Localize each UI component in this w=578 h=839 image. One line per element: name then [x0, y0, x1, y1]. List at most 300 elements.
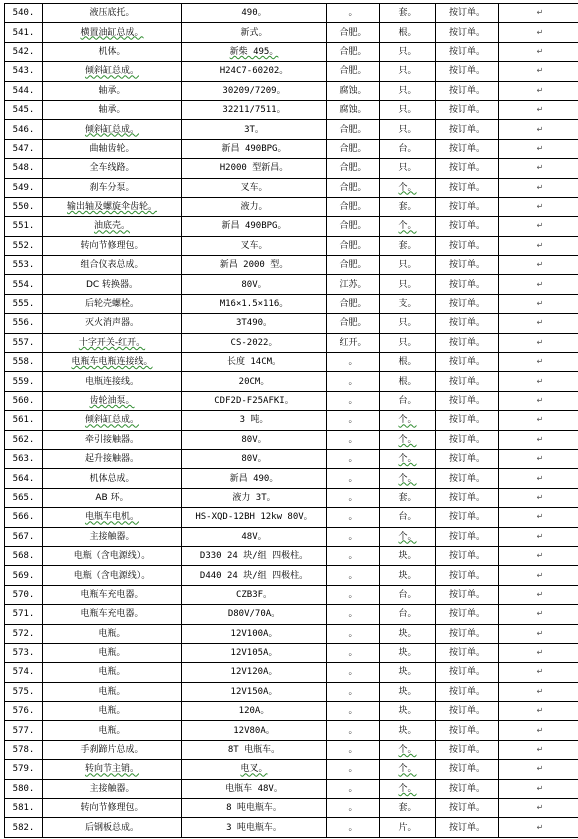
part-unit: 台。: [380, 605, 436, 624]
part-origin: 。: [327, 643, 380, 662]
part-name: 电瓶。: [43, 643, 182, 662]
part-spec: 12V120A。: [182, 663, 327, 682]
table-row: [5, 702, 578, 721]
part-name: 电瓶连接线。: [43, 372, 182, 391]
row-end-mark: ↵: [499, 818, 578, 837]
row-end-mark: ↵: [499, 314, 578, 333]
row-number: 572.: [5, 624, 43, 643]
part-origin: 。: [327, 605, 380, 624]
part-price: 按订单。: [436, 469, 499, 488]
part-price: 按订单。: [436, 256, 499, 275]
part-price: 按订单。: [436, 353, 499, 372]
part-unit: 块。: [380, 721, 436, 740]
row-end-mark: ↵: [499, 721, 578, 740]
row-number: 546.: [5, 120, 43, 139]
part-unit: 只。: [380, 120, 436, 139]
part-origin: 合肥。: [327, 139, 380, 158]
row-number: 543.: [5, 62, 43, 81]
part-unit: 根。: [380, 23, 436, 42]
part-spec: D440 24 块/组 四极柱。: [182, 566, 327, 585]
part-price: 按订单。: [436, 294, 499, 313]
row-number: 554.: [5, 275, 43, 294]
part-origin: 合肥。: [327, 159, 380, 178]
row-number: 581.: [5, 799, 43, 818]
part-name: 电瓶。: [43, 721, 182, 740]
part-price: 按订单。: [436, 546, 499, 565]
table-row: [5, 391, 578, 410]
row-end-mark: ↵: [499, 42, 578, 61]
part-spec: D330 24 块/组 四极柱。: [182, 546, 327, 565]
part-name: 十字开关-红开。: [43, 333, 182, 352]
part-name: 齿轮油泵。: [43, 391, 182, 410]
part-origin: 江苏。: [327, 275, 380, 294]
part-unit: 套。: [380, 488, 436, 507]
table-row: [5, 81, 578, 100]
part-origin: 。: [327, 546, 380, 565]
row-end-mark: ↵: [499, 799, 578, 818]
row-end-mark: ↵: [499, 139, 578, 158]
part-name: 电瓶。: [43, 624, 182, 643]
part-origin: 。: [327, 721, 380, 740]
parts-table-body: [5, 4, 578, 838]
part-unit: 个。: [380, 760, 436, 779]
table-row: [5, 236, 578, 255]
row-number: 559.: [5, 372, 43, 391]
part-origin: 腐蚀。: [327, 100, 380, 119]
part-name: 牵引接触器。: [43, 430, 182, 449]
row-number: 564.: [5, 469, 43, 488]
part-name: 转向节修理包。: [43, 236, 182, 255]
part-origin: 合肥。: [327, 120, 380, 139]
row-number: 575.: [5, 682, 43, 701]
part-spec: 12V80A。: [182, 721, 327, 740]
part-unit: 只。: [380, 100, 436, 119]
part-price: 按订单。: [436, 139, 499, 158]
part-origin: 合肥。: [327, 23, 380, 42]
part-origin: 。: [327, 799, 380, 818]
part-name: 倾斜缸总成。: [43, 120, 182, 139]
row-end-mark: ↵: [499, 682, 578, 701]
table-row: [5, 527, 578, 546]
part-unit: 根。: [380, 372, 436, 391]
part-price: 按订单。: [436, 624, 499, 643]
row-end-mark: ↵: [499, 740, 578, 759]
table-row: [5, 197, 578, 216]
row-end-mark: ↵: [499, 100, 578, 119]
part-spec: CZB3F。: [182, 585, 327, 604]
row-end-mark: ↵: [499, 159, 578, 178]
row-number: 548.: [5, 159, 43, 178]
part-unit: 个。: [380, 449, 436, 468]
part-unit: 台。: [380, 508, 436, 527]
row-end-mark: ↵: [499, 236, 578, 255]
row-number: 542.: [5, 42, 43, 61]
row-number: 578.: [5, 740, 43, 759]
part-unit: 根。: [380, 353, 436, 372]
part-name: 后钢板总成。: [43, 818, 182, 837]
row-end-mark: ↵: [499, 256, 578, 275]
row-number: 573.: [5, 643, 43, 662]
row-number: 571.: [5, 605, 43, 624]
part-origin: 。: [327, 663, 380, 682]
part-origin: 合肥。: [327, 256, 380, 275]
row-end-mark: ↵: [499, 4, 578, 23]
part-unit: 个。: [380, 217, 436, 236]
part-name: 刹车分泵。: [43, 178, 182, 197]
part-price: 按订单。: [436, 372, 499, 391]
part-unit: 个。: [380, 740, 436, 759]
part-price: 按订单。: [436, 605, 499, 624]
row-number: 545.: [5, 100, 43, 119]
part-spec: 叉车。: [182, 178, 327, 197]
part-price: 按订单。: [436, 159, 499, 178]
table-row: [5, 546, 578, 565]
part-spec: 叉车。: [182, 236, 327, 255]
part-name: 电瓶（含电源线）。: [43, 566, 182, 585]
part-price: 按订单。: [436, 508, 499, 527]
row-end-mark: ↵: [499, 643, 578, 662]
part-origin: 。: [327, 818, 380, 837]
part-price: 按订单。: [436, 779, 499, 798]
row-end-mark: ↵: [499, 546, 578, 565]
table-row: [5, 605, 578, 624]
row-number: 558.: [5, 353, 43, 372]
row-number: 551.: [5, 217, 43, 236]
part-spec: 电瓶车 48V。: [182, 779, 327, 798]
part-price: 按订单。: [436, 585, 499, 604]
part-spec: 长度 14CM。: [182, 353, 327, 372]
row-end-mark: ↵: [499, 294, 578, 313]
part-name: 主接触器。: [43, 527, 182, 546]
table-row: [5, 449, 578, 468]
part-origin: 合肥。: [327, 217, 380, 236]
table-row: [5, 4, 578, 23]
row-end-mark: ↵: [499, 333, 578, 352]
part-spec: 20CM。: [182, 372, 327, 391]
part-price: 按订单。: [436, 527, 499, 546]
part-spec: 新式。: [182, 23, 327, 42]
part-name: 曲轴齿轮。: [43, 139, 182, 158]
part-spec: 新昌 2000 型。: [182, 256, 327, 275]
row-end-mark: ↵: [499, 585, 578, 604]
table-row: [5, 333, 578, 352]
part-origin: 。: [327, 702, 380, 721]
row-number: 547.: [5, 139, 43, 158]
part-price: 按订单。: [436, 566, 499, 585]
row-number: 552.: [5, 236, 43, 255]
part-price: 按订单。: [436, 197, 499, 216]
table-row: [5, 682, 578, 701]
part-name: 机体。: [43, 42, 182, 61]
part-spec: 3T。: [182, 120, 327, 139]
part-origin: 。: [327, 469, 380, 488]
part-origin: 腐蚀。: [327, 81, 380, 100]
part-price: 按订单。: [436, 799, 499, 818]
part-spec: 液力。: [182, 197, 327, 216]
part-unit: 块。: [380, 566, 436, 585]
part-unit: 台。: [380, 585, 436, 604]
row-end-mark: ↵: [499, 760, 578, 779]
part-unit: 个。: [380, 430, 436, 449]
row-end-mark: ↵: [499, 527, 578, 546]
table-row: [5, 23, 578, 42]
part-price: 按订单。: [436, 663, 499, 682]
part-origin: 。: [327, 585, 380, 604]
part-price: 按订单。: [436, 430, 499, 449]
part-name: 电瓶车充电器。: [43, 605, 182, 624]
part-unit: 个。: [380, 469, 436, 488]
part-price: 按订单。: [436, 217, 499, 236]
part-unit: 块。: [380, 546, 436, 565]
part-price: 按订单。: [436, 100, 499, 119]
row-end-mark: ↵: [499, 663, 578, 682]
part-price: 按订单。: [436, 740, 499, 759]
part-origin: 。: [327, 566, 380, 585]
table-row: [5, 314, 578, 333]
row-number: 555.: [5, 294, 43, 313]
part-origin: 。: [327, 624, 380, 643]
row-end-mark: ↵: [499, 62, 578, 81]
part-origin: 。: [327, 372, 380, 391]
row-end-mark: ↵: [499, 275, 578, 294]
table-row: [5, 760, 578, 779]
table-row: [5, 62, 578, 81]
part-unit: 只。: [380, 159, 436, 178]
part-price: 按订单。: [436, 62, 499, 81]
part-spec: M16×1.5×116。: [182, 294, 327, 313]
part-origin: 红开。: [327, 333, 380, 352]
table-row: [5, 178, 578, 197]
part-spec: 12V100A。: [182, 624, 327, 643]
part-unit: 只。: [380, 62, 436, 81]
part-origin: 。: [327, 682, 380, 701]
part-name: 主接触器。: [43, 779, 182, 798]
row-end-mark: ↵: [499, 469, 578, 488]
part-name: 组合仪表总成。: [43, 256, 182, 275]
row-number: 568.: [5, 546, 43, 565]
part-unit: 只。: [380, 256, 436, 275]
part-unit: 支。: [380, 294, 436, 313]
part-origin: 。: [327, 353, 380, 372]
row-number: 570.: [5, 585, 43, 604]
part-price: 按订单。: [436, 391, 499, 410]
table-row: [5, 100, 578, 119]
part-name: 机体总成。: [43, 469, 182, 488]
part-unit: 块。: [380, 682, 436, 701]
part-origin: 合肥。: [327, 62, 380, 81]
table-row: [5, 508, 578, 527]
part-price: 按订单。: [436, 643, 499, 662]
table-row: [5, 430, 578, 449]
part-unit: 块。: [380, 624, 436, 643]
row-end-mark: ↵: [499, 23, 578, 42]
part-name: 电瓶。: [43, 702, 182, 721]
row-end-mark: ↵: [499, 488, 578, 507]
row-end-mark: ↵: [499, 605, 578, 624]
row-number: 560.: [5, 391, 43, 410]
row-end-mark: ↵: [499, 353, 578, 372]
part-spec: D80V/70A。: [182, 605, 327, 624]
table-row: [5, 779, 578, 798]
part-spec: CS-2022。: [182, 333, 327, 352]
table-row: [5, 624, 578, 643]
table-row: [5, 585, 578, 604]
row-number: 565.: [5, 488, 43, 507]
table-row: [5, 663, 578, 682]
part-name: 转向节修理包。: [43, 799, 182, 818]
part-name: 液压底托。: [43, 4, 182, 23]
part-name: 起升接触器。: [43, 449, 182, 468]
table-row: [5, 372, 578, 391]
part-unit: 只。: [380, 275, 436, 294]
part-price: 按订单。: [436, 818, 499, 837]
part-origin: 合肥。: [327, 42, 380, 61]
part-spec: 12V105A。: [182, 643, 327, 662]
row-end-mark: ↵: [499, 120, 578, 139]
row-number: 562.: [5, 430, 43, 449]
part-unit: 套。: [380, 197, 436, 216]
table-row: [5, 120, 578, 139]
table-row: [5, 488, 578, 507]
part-name: 倾斜缸总成。: [43, 62, 182, 81]
part-unit: 块。: [380, 702, 436, 721]
part-origin: 。: [327, 508, 380, 527]
part-price: 按订单。: [436, 178, 499, 197]
table-row: [5, 256, 578, 275]
part-spec: HS-XQD-12BH 12kw 80V。: [182, 508, 327, 527]
part-price: 按订单。: [436, 449, 499, 468]
part-name: 横置油缸总成。: [43, 23, 182, 42]
part-origin: 。: [327, 488, 380, 507]
row-number: 569.: [5, 566, 43, 585]
part-spec: H24C7-60202。: [182, 62, 327, 81]
part-unit: 个。: [380, 779, 436, 798]
part-unit: 块。: [380, 663, 436, 682]
row-number: 541.: [5, 23, 43, 42]
part-unit: 套。: [380, 4, 436, 23]
row-end-mark: ↵: [499, 411, 578, 430]
row-end-mark: ↵: [499, 508, 578, 527]
row-number: 582.: [5, 818, 43, 837]
part-spec: CDF2D-F25AFKI。: [182, 391, 327, 410]
part-origin: 合肥。: [327, 236, 380, 255]
part-origin: 。: [327, 411, 380, 430]
part-spec: 3 吨。: [182, 411, 327, 430]
part-origin: 合肥。: [327, 294, 380, 313]
part-origin: 。: [327, 430, 380, 449]
part-name: 轴承。: [43, 81, 182, 100]
row-end-mark: ↵: [499, 430, 578, 449]
part-spec: 30209/7209。: [182, 81, 327, 100]
part-name: 电瓶（含电源线）。: [43, 546, 182, 565]
part-unit: 只。: [380, 42, 436, 61]
table-row: [5, 469, 578, 488]
table-row: [5, 411, 578, 430]
part-spec: 新昌 490。: [182, 469, 327, 488]
part-name: 后轮壳螺栓。: [43, 294, 182, 313]
row-end-mark: ↵: [499, 779, 578, 798]
part-name: 灭火消声器。: [43, 314, 182, 333]
row-end-mark: ↵: [499, 702, 578, 721]
part-name: 电瓶车电瓶连接线。: [43, 353, 182, 372]
part-unit: 只。: [380, 81, 436, 100]
row-number: 579.: [5, 760, 43, 779]
part-origin: 。: [327, 527, 380, 546]
part-spec: 3T490。: [182, 314, 327, 333]
part-spec: 新昌 490BPG。: [182, 217, 327, 236]
part-unit: 片。: [380, 818, 436, 837]
part-name: 输出轴及螺旋伞齿轮。: [43, 197, 182, 216]
table-row: [5, 566, 578, 585]
part-spec: 新昌 490BPG。: [182, 139, 327, 158]
part-unit: 个。: [380, 178, 436, 197]
parts-table: [4, 3, 578, 838]
table-row: [5, 42, 578, 61]
part-spec: 8 吨电瓶车。: [182, 799, 327, 818]
row-number: 553.: [5, 256, 43, 275]
part-price: 按订单。: [436, 42, 499, 61]
table-row: [5, 159, 578, 178]
part-origin: 。: [327, 449, 380, 468]
part-spec: 12V150A。: [182, 682, 327, 701]
part-unit: 只。: [380, 314, 436, 333]
row-number: 556.: [5, 314, 43, 333]
part-price: 按订单。: [436, 120, 499, 139]
table-row: [5, 139, 578, 158]
table-row: [5, 721, 578, 740]
row-number: 540.: [5, 4, 43, 23]
part-price: 按订单。: [436, 333, 499, 352]
part-spec: 电叉。: [182, 760, 327, 779]
part-spec: 48V。: [182, 527, 327, 546]
table-row: [5, 275, 578, 294]
part-name: 电瓶。: [43, 663, 182, 682]
part-unit: 块。: [380, 643, 436, 662]
row-number: 574.: [5, 663, 43, 682]
row-number: 557.: [5, 333, 43, 352]
part-price: 按订单。: [436, 488, 499, 507]
row-end-mark: ↵: [499, 624, 578, 643]
part-price: 按订单。: [436, 23, 499, 42]
row-number: 580.: [5, 779, 43, 798]
part-unit: 套。: [380, 236, 436, 255]
part-spec: 80V。: [182, 449, 327, 468]
part-spec: H2000 型新昌。: [182, 159, 327, 178]
row-end-mark: ↵: [499, 449, 578, 468]
part-origin: 。: [327, 779, 380, 798]
part-name: 电瓶。: [43, 682, 182, 701]
part-price: 按订单。: [436, 81, 499, 100]
part-spec: 120A。: [182, 702, 327, 721]
row-end-mark: ↵: [499, 391, 578, 410]
part-price: 按订单。: [436, 702, 499, 721]
part-spec: 液力 3T。: [182, 488, 327, 507]
row-number: 563.: [5, 449, 43, 468]
row-number: 544.: [5, 81, 43, 100]
part-name: 油底壳。: [43, 217, 182, 236]
part-name: 手刹蹄片总成。: [43, 740, 182, 759]
part-spec: 3 吨电瓶车。: [182, 818, 327, 837]
part-unit: 台。: [380, 391, 436, 410]
part-unit: 套。: [380, 799, 436, 818]
part-price: 按订单。: [436, 721, 499, 740]
part-spec: 新柴 495。: [182, 42, 327, 61]
part-origin: 合肥。: [327, 314, 380, 333]
table-row: [5, 294, 578, 313]
part-unit: 个。: [380, 527, 436, 546]
part-origin: 。: [327, 760, 380, 779]
row-end-mark: ↵: [499, 372, 578, 391]
